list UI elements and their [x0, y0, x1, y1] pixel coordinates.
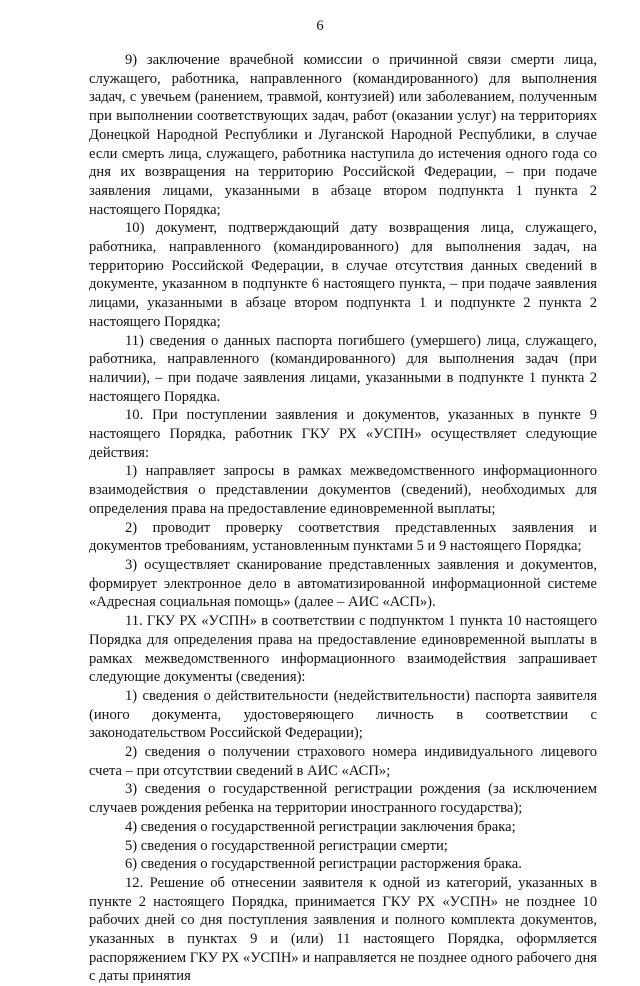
document-body [89, 51, 597, 986]
paragraph-clause-12: 12. Решение об отнесении заявителя к одной из категорий, указанных в пункте 2 настоящего Порядка, принимается ГКУ РХ «УСПН» не позднее 10 рабочих дней со дня поступления заявления и полного комплекта документов, указанных в пунктах 9 и (или) 11 настоящего Порядка, оформляется распоряжением ГКУ РХ «УСПН» и направляется не позднее одного рабочего дня с даты принятия [89, 874, 597, 985]
paragraph-clause-11-item-4: 4) сведения о государственной регистрации заключения брака; [125, 818, 516, 835]
paragraph-clause-11: 11. ГКУ РХ «УСПН» в соответствии с подпунктом 1 пункта 10 настоящего Порядка для определения права на предоставление единовременной выплаты в рамках межведомственного информационного взаимодействия запрашивает следующие документы (сведения): [89, 613, 597, 686]
paragraph-clause-11-item-5: 5) сведения о государственной регистрации смерти; [125, 837, 448, 854]
paragraph-clause-11-item-2: 2) сведения о получении страхового номера индивидуального лицевого счета – при отсутствии сведений в АИС «АСП»; [89, 744, 597, 779]
page-number: 6 [316, 18, 324, 34]
paragraph-clause-11-item-1: 1) сведения о действительности (недействительности) паспорта заявителя (иного документа, удостоверяющего личность в соответствии с законодательством Российской Федерации); [89, 687, 597, 742]
paragraph-clause-10-item-3: 3) осуществляет сканирование представленных заявления и документов, формирует электронное дело в автоматизированной информационной системе «Адресная социальная помощь» (далее – АИС «АСП»). [89, 556, 597, 611]
paragraph-clause-11-item-3: 3) сведения о государственной регистрации рождения (за исключением случаев рождения ребенка на территории иностранного государства); [89, 781, 597, 817]
paragraph-item-9: 9) заключение врачебной комиссии о причинной связи смерти лица, служащего, работника, направленного (командированного) для выполнения задач, с увечьем (ранением, травмой, контузией) или заболеванием, полученным при выполнении соответствующих задач, работ (оказании услуг) на территориях Донецкой Народной Республики и Луганской Народной Республики, в случае если смерть лица, служащего, работника наступила до истечения одного года со дня их возвращения на территорию Российской Федерации, – при подаче заявления лицами, указанными в абзаце втором подпункта 1 пункта 2 настоящего Порядка; [89, 52, 597, 218]
paragraph-item-10: 10) документ, подтверждающий дату возвращения лица, служащего, работника, направленного (командированного) для выполнения задач, на территорию Российской Федерации, в случае отсутствия данных сведений в документе, указанном в подпункте 6 настоящего пункта, – при подаче заявления лицами, указанными в абзаце втором подпункта 1 и подпункте 2 пункта 2 настоящего Порядка; [89, 220, 597, 330]
paragraph-clause-10: 10. При поступлении заявления и документов, указанных в пункте 9 настоящего Порядка, работник ГКУ РХ «УСПН» осуществляет следующие действия: [89, 407, 597, 461]
paragraph-clause-10-item-2: 2) проводит проверку соответствия представленных заявления и документов требованиям, установленным пунктами 5 и 9 настоящего Порядка; [89, 519, 597, 555]
paragraph-item-11: 11) сведения о данных паспорта погибшего (умершего) лица, служащего, работника, направленного (командированного) для выполнения задач (при наличии), – при подаче заявления лицами, указанными в подпункте 1 пункта 2 настоящего Порядка. [89, 332, 597, 405]
paragraph-clause-11-item-6: 6) сведения о государственной регистрации расторжения брака. [125, 856, 522, 873]
paragraph-clause-10-item-1: 1) направляет запросы в рамках межведомственного информационного взаимодействия о представлении документов (сведений), необходимых для определения права на предоставление единовременной выплаты; [89, 463, 597, 517]
